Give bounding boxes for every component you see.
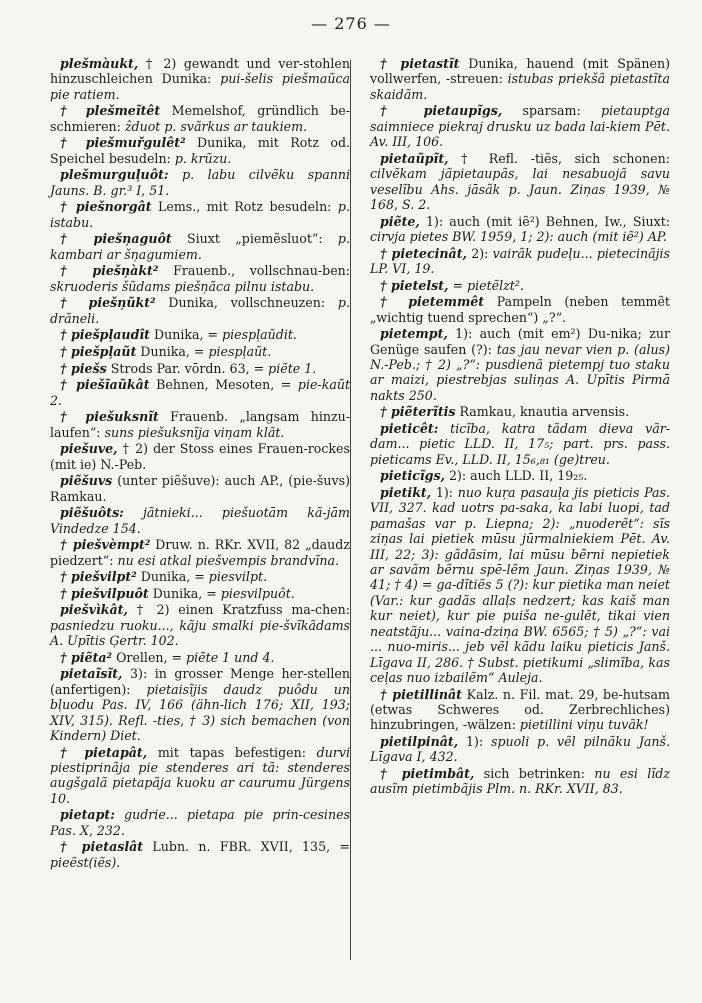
definition: † 2) der Stoss eines Frauen-rockes (mit ie) N.-Peb. bbox=[50, 441, 350, 472]
dictionary-entry bbox=[50, 409, 350, 440]
dictionary-entry bbox=[50, 295, 350, 326]
headword: piẽte, bbox=[380, 213, 420, 229]
example-citation: cirvja pietes BW. 1959, 1; 2): auch (mit iẽ²) AP. bbox=[370, 229, 667, 245]
definition: sparsam: bbox=[522, 103, 581, 119]
headword: plešmurguļuôt: bbox=[60, 167, 169, 183]
definition: Strods Par. vōrdn. 63, = bbox=[110, 360, 265, 376]
definition: Frauenb., vollschnau-ben: bbox=[173, 263, 350, 279]
headword: † piešņũkt² bbox=[60, 295, 156, 311]
example-citation: pui-šelis piešmaũca pie ratiem. bbox=[50, 71, 350, 102]
dictionary-entry bbox=[370, 214, 670, 245]
definition: (unter piẽšuve): auch AP., (pie-šuvs) Ramkau. bbox=[50, 473, 350, 504]
left-column bbox=[50, 56, 350, 871]
headword: † pietimbât, bbox=[380, 765, 475, 781]
dictionary-entry bbox=[370, 56, 670, 102]
definition: † 2) gewandt und ver-stohlen hinzuschleichen Dunika: bbox=[50, 56, 350, 87]
example-citation: gudrie... pietapa pie prin-cesines Pas. X, 232. bbox=[50, 807, 350, 838]
dictionary-entry bbox=[370, 326, 670, 403]
dictionary-entry bbox=[50, 586, 350, 601]
example-citation: istubas priekšã pietastĩta skaidãm. bbox=[370, 71, 670, 102]
headword: † pietillinât bbox=[380, 686, 462, 702]
example-citation: nu esi atkal piešvempis brandvĩna. bbox=[117, 552, 339, 568]
headword: pieticĩgs, bbox=[380, 468, 445, 484]
definition: Ramkau, knautia arvensis. bbox=[459, 404, 630, 420]
definition: Dunika, = bbox=[140, 569, 205, 585]
example-citation: pietauptga saimniece piekraj drusku uz bada lai-kiem Pēt. Av. III, 106. bbox=[370, 103, 670, 150]
dictionary-entry bbox=[370, 246, 670, 277]
dictionary-entry bbox=[370, 734, 670, 765]
headword: † piešuksnĩt bbox=[60, 409, 159, 425]
example-citation: p. kambari ar šņagumiem. bbox=[50, 231, 350, 262]
dictionary-entry bbox=[50, 327, 350, 342]
dictionary-entry bbox=[50, 807, 350, 838]
definition: Druw. n. RKr. XVII, 82 „daudz piedzert“: bbox=[50, 537, 350, 568]
headword: † piẽterĩtis bbox=[380, 404, 456, 420]
example-citation: p. istabu. bbox=[50, 199, 350, 230]
headword: † pietaupĩgs, bbox=[380, 103, 503, 119]
definition: † Refl. -tiẽs, sich schonen: bbox=[461, 150, 670, 166]
dictionary-entry bbox=[50, 666, 350, 743]
dictionary-entry bbox=[370, 766, 670, 797]
definition: † 2) einen Kratzfuss ma-chen: bbox=[136, 602, 350, 618]
headword: † pietapât, bbox=[60, 744, 148, 760]
definition: 1): bbox=[435, 485, 454, 501]
example-citation: pieẽst(iẽs). bbox=[50, 854, 121, 870]
definition: Dunika, vollschneuzen: bbox=[168, 295, 326, 311]
headword: † piẽta² bbox=[60, 649, 113, 665]
definition: = bbox=[452, 277, 464, 293]
headword: † piešvilpt² bbox=[60, 569, 137, 585]
dictionary-entry bbox=[50, 56, 350, 102]
dictionary-entry bbox=[50, 167, 350, 198]
example-citation: cilvẽkam jãpietaupãs, lai nesabuojã savu veselĩbu Ahs. jāsãk p. Jaun. Ziņas 1939, № 168, S. 2. bbox=[370, 166, 670, 213]
definition: 1): bbox=[465, 733, 484, 749]
headword: piešvìkât, bbox=[60, 602, 128, 618]
example-citation: suns piešuksnĩja viņam klãt. bbox=[104, 424, 285, 440]
dictionary-entry bbox=[50, 199, 350, 230]
definition: 1): auch (mit iẽ²) Behnen, Iw., Siuxt: bbox=[425, 213, 670, 229]
headword: † pietecinât, bbox=[380, 245, 467, 261]
example-citation: piesvilpt. bbox=[208, 569, 268, 585]
headword: † pietastĩt bbox=[380, 56, 460, 71]
dictionary-entry bbox=[50, 377, 350, 408]
headword: † piešpļaudît bbox=[60, 327, 150, 343]
example-citation: piesvilpuôt. bbox=[220, 585, 295, 601]
example-citation: pie-kaũt 2. bbox=[50, 377, 350, 408]
headword: piẽšuvs bbox=[60, 473, 113, 489]
definition: Lems., mit Rotz besudeln: bbox=[158, 199, 332, 215]
example-citation: ticĩba, katra tãdam dieva vãr-dam... pietic LLD. II, 17₅; part. prs. pass. pieticams Ev., LLD. II, 15₆,₈₁ (ge)treu. bbox=[370, 421, 670, 467]
definition: 1): auch (mit em²) Du-nika; zur Genüge saufen (?): bbox=[370, 326, 670, 357]
example-citation: p. krũzu. bbox=[174, 150, 232, 166]
definition: Dunika, = bbox=[140, 344, 205, 359]
definition: Frauenb. „langsam hinzu-laufen“: bbox=[50, 409, 350, 440]
headword: piešuve, bbox=[60, 441, 118, 457]
dictionary-entry bbox=[50, 745, 350, 807]
headword: † piešs bbox=[60, 360, 107, 376]
definition: Dunika, mit Rotz od. Speichel besudeln: bbox=[50, 135, 351, 166]
headword: † piešņàkt² bbox=[60, 263, 159, 279]
definition: Dunika, hauend (mit Spänen) vollwerfen, -streuen: bbox=[370, 56, 670, 87]
headword: pietilpinât, bbox=[380, 733, 459, 749]
dictionary-entry bbox=[370, 103, 670, 149]
headword: pieticêt: bbox=[380, 421, 439, 437]
dictionary-entry bbox=[370, 421, 670, 467]
example-citation: spuoli p. vẽl pilnãku Janš. Līgava I, 432. bbox=[370, 733, 670, 765]
dictionary-entry bbox=[50, 650, 350, 665]
dictionary-entry bbox=[50, 839, 350, 870]
definition: 2): bbox=[471, 245, 489, 261]
example-citation: nu esi lĩdz ausĩm pietimbãjis Plm. n. RKr. XVII, 83. bbox=[370, 765, 670, 797]
example-citation: pietaisĩjis daudz puôdu un bļuodu Pas. IV, 166 (ähn-lich 176; XII, 193; XIV, 315). Refl. -ties, † 3) sich bemachen (von Kindern) Diet. bbox=[50, 681, 350, 743]
dictionary-entry bbox=[50, 344, 350, 359]
dictionary-entry bbox=[50, 361, 350, 376]
headword: † piešpļaũt bbox=[60, 344, 137, 359]
dictionary-entry bbox=[370, 468, 670, 483]
dictionary-entry bbox=[370, 687, 670, 733]
dictionary-entry bbox=[370, 151, 670, 213]
headword: † piešmuřgulêt² bbox=[60, 135, 186, 151]
definition: 3): in grosser Menge her-stellen (anfertigen): bbox=[50, 666, 350, 697]
example-citation: piespļaũt. bbox=[208, 344, 272, 359]
headword: pietempt, bbox=[380, 326, 448, 342]
example-citation: jãtnieki... piešuotām kã-jām Vindedze 154. bbox=[50, 505, 350, 536]
headword: pietaũpĩt, bbox=[380, 150, 449, 166]
headword: pietaĩsĩt, bbox=[60, 666, 123, 682]
dictionary-entry bbox=[50, 135, 350, 166]
definition: Lubn. n. FBR. XVII, 135, = bbox=[152, 839, 350, 855]
example-citation: pasniedzu ruoku..., kãju smalki pie-švĩkãdams A. Upītis Ģertr. 102. bbox=[50, 617, 350, 649]
headword: piẽšuôts: bbox=[60, 505, 124, 521]
definition: Pampeln (neben temmẽt „wichtig tuend sprechen“) „?“. bbox=[370, 294, 670, 325]
headword: † pietelst, bbox=[380, 277, 449, 293]
headword: † pietaslât bbox=[60, 839, 144, 855]
headword: † piešĩaũkât bbox=[60, 377, 150, 393]
definition: Kalz. n. Fil. mat. 29, be-hutsam (etwas Schweres od. Zerbrechliches) hinzubringen, -wälzen: bbox=[370, 686, 670, 733]
dictionary-entry bbox=[50, 231, 350, 262]
headword: † piešvèmpt² bbox=[60, 537, 151, 553]
example-citation: ẑduot p. svãrkus ar taukiem. bbox=[124, 118, 308, 134]
definition: mit tapas befestigen: bbox=[157, 744, 306, 760]
definition: Orellen, = bbox=[116, 649, 183, 665]
dictionary-entry bbox=[50, 602, 350, 648]
headword: † piešnorgât bbox=[60, 199, 152, 215]
dictionary-entry bbox=[50, 263, 350, 294]
example-citation: skruoderis šũdams piešņãca pilnu istabu. bbox=[50, 278, 315, 294]
example-citation: vairãk pudeļu... pietecinãjis LP. VI, 19. bbox=[370, 245, 670, 277]
definition: Behnen, Mesoten, = bbox=[156, 377, 292, 393]
dictionary-entry bbox=[370, 404, 670, 419]
example-citation: p. drãneli. bbox=[50, 295, 350, 326]
right-column bbox=[370, 56, 670, 798]
headword: † piešvilpuôt bbox=[60, 585, 149, 601]
dictionary-entry bbox=[370, 485, 670, 685]
example-citation: durvi piestiprinãja pie stenderes ari tã: stenderes augšgalã pietapãja kuoku ar caurumu Jürgens 10. bbox=[50, 744, 350, 806]
example-citation: tas jau nevar vien p. (alus) N.-Peb.; † 2) „?“: pusdienã pietempj tuo staku ar maizi, piestrebjas suliņas A. Upītis Pirmā nakts 250. bbox=[370, 341, 670, 403]
headword: plešmàukt, bbox=[60, 56, 139, 71]
page-number: — 276 — bbox=[311, 14, 391, 33]
example-citation: nuo kuŗa pasauļa jis pieticis Pas. VII, 327. kad uotrs pa-saka, ka labi luopi, tad pamašas var p. Liepna; 2): „nuoderẽt“: sĩs ziņas lai pietiek mūsu jūrmalniekiem Pēt. Av. III, 22; 3): gãdãsim, lai mūsu bẽrni nepietiek ar savãm bẽrnu spē-lẽm Jaun. Ziņas 1939, № 41; † 4) = ga-dĩtiẽs 5 (?): kur pietika man neiet (Var.: kur gadãs allaļs nedzert; kas kaiš man kur neiet), kur pie puiša ne-gulẽt, tikai vien neatstãju... vaina-dziņa BW. 6565; † 5) „?“: vai ... nuo-miris... jeb vẽl kãdu laiku pieticis Janš. Līgava II, 286. † Subst. pietikumi „slimĩba, kas ceļas nuo izbailẽm“ Auleja. bbox=[370, 485, 670, 685]
example-citation: piespļaũdit. bbox=[222, 327, 297, 343]
example-citation: pietẽlzt². bbox=[467, 277, 524, 293]
dictionary-entry bbox=[370, 294, 670, 325]
dictionary-entry bbox=[50, 537, 350, 568]
dictionary-entry bbox=[370, 278, 670, 293]
headword: pietikt, bbox=[380, 485, 432, 501]
definition: Dunika, = bbox=[152, 585, 217, 601]
example-citation: p. labu cilvẽku spanni Jauns. B. gr.³ I, 51. bbox=[50, 167, 350, 198]
definition: Memelshof, gründlich be-schmieren: bbox=[50, 103, 350, 134]
definition: sich betrinken: bbox=[483, 765, 585, 781]
example-citation: piẽte 1. bbox=[268, 360, 317, 376]
dictionary-entry bbox=[50, 103, 350, 134]
headword: † pietemmêt bbox=[380, 294, 485, 310]
column-divider bbox=[350, 60, 351, 960]
example-citation: pietillini viņu tuvãk! bbox=[519, 717, 649, 733]
headword: pietapt: bbox=[60, 807, 115, 823]
dictionary-entry bbox=[50, 569, 350, 584]
dictionary-entry bbox=[50, 505, 350, 536]
definition: Siuxt „piemẽsluot“: bbox=[187, 231, 323, 247]
dictionary-entry bbox=[50, 441, 350, 472]
definition: 2): auch LLD. II, 19₂₅. bbox=[448, 468, 588, 484]
dictionary-entry bbox=[50, 473, 350, 504]
headword: † piešņaguôt bbox=[60, 231, 172, 247]
example-citation: piẽte 1 und 4. bbox=[186, 649, 275, 665]
definition: Dunika, = bbox=[154, 327, 219, 343]
headword: † plešmeĩtêt bbox=[60, 103, 161, 119]
